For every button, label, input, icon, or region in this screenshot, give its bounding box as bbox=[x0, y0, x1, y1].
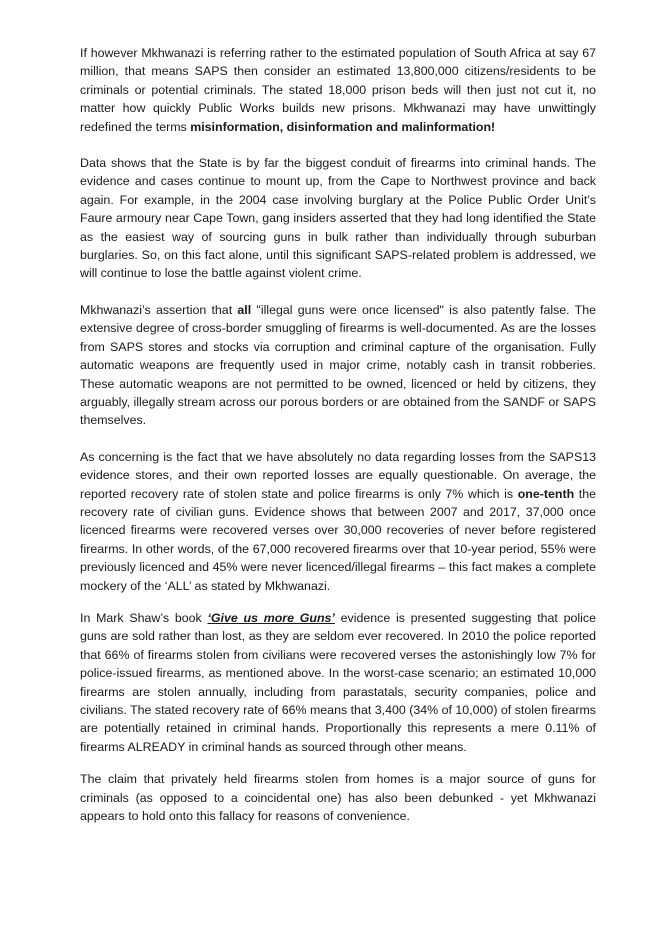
bold-emphasis: all bbox=[237, 302, 252, 317]
paragraph-private-firearms-claim bbox=[80, 770, 596, 825]
document-page bbox=[80, 44, 596, 825]
paragraph-text: the recovery rate of civilian guns. Evidence shows that between 2007 and 2017, 37,000 once licenced firearms were recovered verses over 30,000 recoveries of never before registered firearms. In other words, of the 67,000 recovered firearms over that 10-year period, 55% were previously licenced and 45% were never licenced/illegal firearms – this fact makes a complete mockery of the ‘ALL’ as stated by Mkhwanazi. bbox=[80, 486, 596, 593]
paragraph-text: The claim that privately held firearms stolen from homes is a major source of guns for criminals (as opposed to a coincidental one) has also been debunked - yet Mkhwanazi appears to hold onto this fallacy for reasons of convenience. bbox=[80, 772, 596, 824]
paragraph-text: As concerning is the fact that we have absolutely no data regarding losses from the SAPS13 evidence stores, and their own reported losses are equally questionable. On average, the reported recovery rate of stolen state and police firearms is only 7% which is bbox=[80, 449, 596, 501]
book-title: ‘Give us more Guns’ bbox=[207, 610, 335, 625]
paragraph-text: If however Mkhwanazi is referring rather to the estimated population of South Africa at say 67 million, that means SAPS then consider an estimated 13,800,000 citizens/residents to be criminals or potential criminals. The stated 18,000 prison beds will then just not cut it, no matter how quickly Public Works builds new prisons. Mkhwanazi may have unwittingly redefined the terms bbox=[80, 46, 596, 134]
paragraph-text: Mkhwanazi’s assertion that bbox=[80, 302, 238, 317]
paragraph-population-estimate bbox=[80, 44, 596, 136]
paragraph-illegal-guns-assertion bbox=[80, 301, 596, 430]
paragraph-text: evidence is presented suggesting that police guns are sold rather than lost, as they are seldom ever recovered. In 2010 the police reported that 66% of firearms stolen from civilians were recovered verses the astonishingly low 7% for police-issued firearms, as mentioned above. In the worst-case scenario; an estimated 10,000 firearms are stolen annually, including from parastatals, security companies, police and civilians. The stated recovery rate of 66% means that 3,400 (34% of 10,000) of stolen firearms are potentially retained in criminal hands. Proportionally this represents a mere 0.11% of firearms ALREADY in criminal hands as sourced through other means. bbox=[80, 610, 596, 754]
bold-emphasis: one-tenth bbox=[517, 486, 575, 501]
paragraph-text: "illegal guns were once licensed" is also patently false. The extensive degree of cross-border smuggling of firearms is well-documented. As are the losses from SAPS stores and stocks via corruption and criminal capture of the organisation. Fully automatic weapons are frequently used in major crime, notably cash in transit robberies. These automatic weapons are not permitted to be owned, licenced or held by citizens, they arguably, illegally stream across our porous borders or are obtained from the SANDF or SAPS themselves. bbox=[80, 302, 596, 428]
paragraph-text: In Mark Shaw’s book bbox=[80, 610, 208, 625]
bold-emphasis: misinformation, disinformation and malinformation! bbox=[190, 119, 496, 134]
paragraph-mark-shaw-book bbox=[80, 609, 596, 756]
paragraph-state-conduit bbox=[80, 154, 596, 283]
paragraph-recovery-rate bbox=[80, 448, 596, 595]
paragraph-text: Data shows that the State is by far the biggest conduit of firearms into criminal hands. The evidence and cases continue to mount up, from the Cape to Northwest province and back again. For example, in the 2004 case involving burglary at the Police Public Order Unit’s Faure armoury near Cape Town, gang insiders asserted that they had long identified the State as the easiest way of sourcing guns in bulk rather than individually through suburban burglaries. So, on this fact alone, until this significant SAPS-related problem is addressed, we will continue to lose the battle against violent crime. bbox=[80, 156, 596, 281]
